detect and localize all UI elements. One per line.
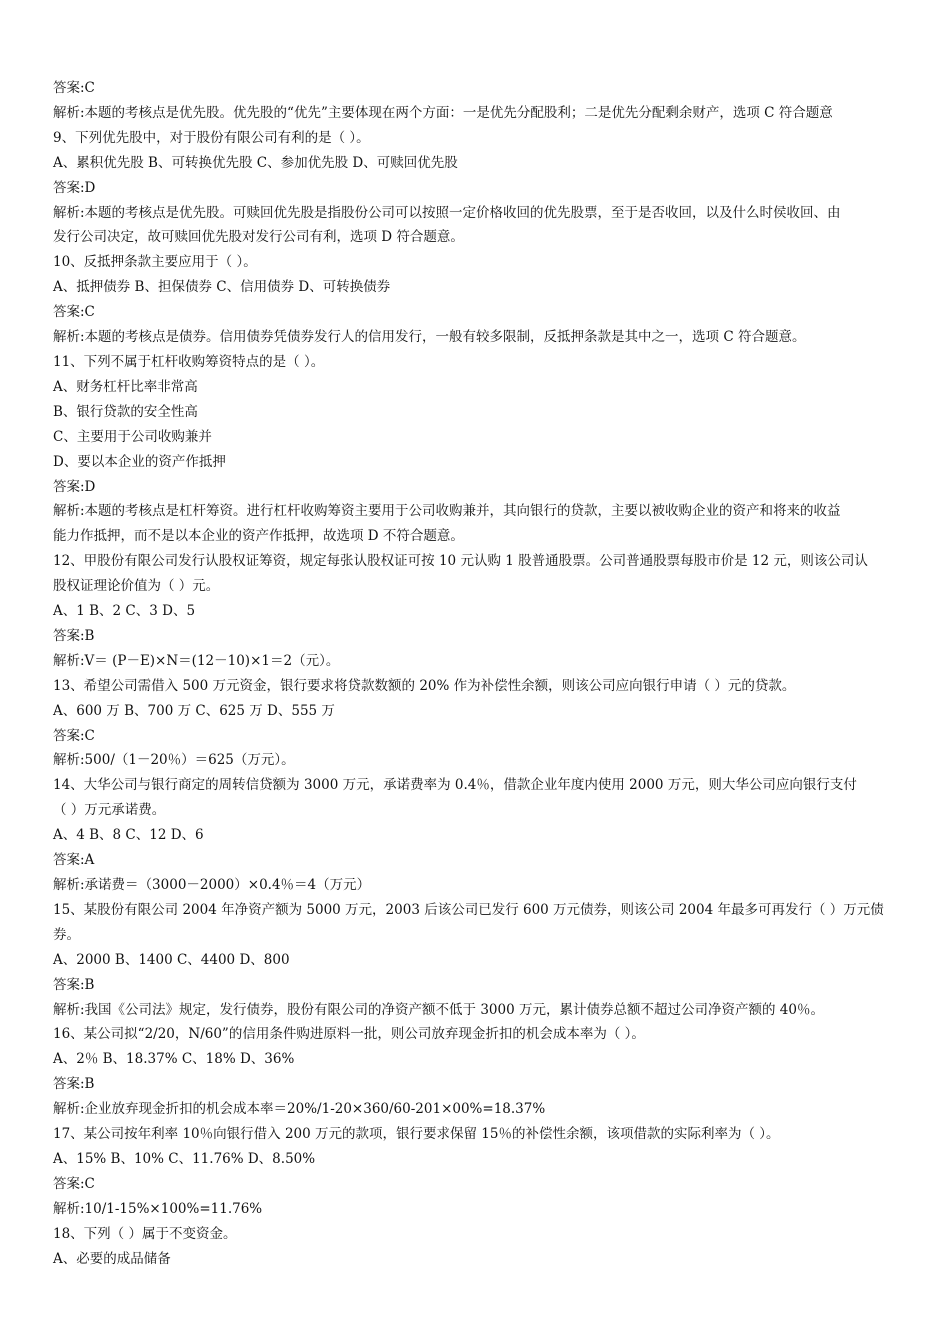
answer-line: 答案:C: [53, 304, 95, 321]
question-18: 18、下列（ ）属于不变资金。: [53, 1225, 237, 1242]
document-body: [53, 76, 901, 1272]
explanation-line: 解析:我国《公司法》规定，发行债券，股份有限公司的净资产额不低于 3000 万元，累计债券总额不超过公司净资产额的 40％。: [53, 1001, 824, 1018]
question-15-cont: 券。: [53, 926, 80, 943]
question-9: 9、下列优先股中，对于股份有限公司有利的是（ ）。: [53, 129, 370, 146]
answer-line: 答案:C: [53, 1175, 95, 1192]
explanation-line: 解析:企业放弃现金折扣的机会成本率＝20%/1-20×360/60-201×00%=18.37%: [53, 1101, 546, 1118]
question-17: 17、某公司按年利率 10％向银行借入 200 万元的款项，银行要求保留 15％的补偿性余额，该项借款的实际利率为（ ）。: [53, 1126, 780, 1143]
explanation-line: 解析:承诺费＝（3000－2000）×0.4％＝4（万元）: [53, 877, 371, 893]
question-12-cont: 股权证理论价值为（ ）元。: [53, 578, 220, 595]
options-line: A、抵押债券 B、担保债券 C、信用债券 D、可转换债券: [53, 279, 391, 296]
question-16: 16、某公司拟“2/20，N/60”的信用条件购进原料一批，则公司放弃现金折扣的机会成本率为（ ）。: [53, 1026, 645, 1043]
option-line: A、必要的成品储备: [53, 1250, 171, 1267]
options-line: A、2％ B、18.37% C、18% D、36%: [53, 1051, 295, 1068]
explanation-line: 解析:500/（1－20％）＝625（万元）。: [53, 752, 295, 769]
explanation-line: 解析:V＝ (P－E)×N＝(12－10)×1＝2（元）。: [53, 652, 340, 669]
answer-line: 答案:D: [53, 179, 96, 196]
answer-line: 答案:C: [53, 727, 95, 744]
options-line: A、2000 B、1400 C、4400 D、800: [53, 951, 290, 968]
options-line: A、600 万 B、700 万 C、625 万 D、555 万: [53, 702, 335, 719]
answer-line: 答案:B: [53, 627, 95, 644]
answer-line: 答案:A: [53, 852, 95, 869]
question-11: 11、下列不属于杠杆收购筹资特点的是（ ）。: [53, 353, 325, 370]
options-line: A、15% B、10% C、11.76% D、8.50%: [53, 1150, 316, 1167]
explanation-line: 解析:本题的考核点是杠杆筹资。进行杠杆收购筹资主要用于公司收购兼并，其向银行的贷款，主要以被收购企业的资产和将来的收益: [53, 503, 841, 520]
question-12: 12、甲股份有限公司发行认股权证筹资，规定每张认股权证可按 10 元认购 1 股普通股票。公司普通股票每股市价是 12 元，则该公司认: [53, 553, 868, 570]
explanation-line: 能力作抵押，而不是以本企业的资产作抵押，故选项 D 不符合题意。: [53, 528, 464, 545]
explanation-line: 发行公司决定，故可赎回优先股对发行公司有利，选项 D 符合题意。: [53, 229, 464, 246]
question-15: 15、某股份有限公司 2004 年净资产额为 5000 万元，2003 后该公司已发行 600 万元债券，则该公司 2004 年最多可再发行（ ）万元债: [53, 901, 884, 918]
options-line: A、4 B、8 C、12 D、6: [53, 827, 204, 844]
option-line: C、主要用于公司收购兼并: [53, 428, 212, 445]
question-13: 13、希望公司需借入 500 万元资金，银行要求将贷款数额的 20% 作为补偿性余额，则该公司应向银行申请（ ）元的贷款。: [53, 677, 796, 694]
option-line: A、财务杠杆比率非常高: [53, 378, 198, 395]
explanation-line: 解析:本题的考核点是优先股。可赎回优先股是指股份公司可以按照一定价格收回的优先股票，至于是否收回，以及什么时侯收回、由: [53, 204, 841, 221]
options-line: A、累积优先股 B、可转换优先股 C、参加优先股 D、可赎回优先股: [53, 154, 458, 171]
question-14-cont: （ ）万元承诺费。: [53, 802, 166, 819]
answer-line: 答案:B: [53, 976, 95, 993]
answer-line: 答案:B: [53, 1076, 95, 1093]
answer-line: 答案:D: [53, 478, 96, 495]
option-line: B、银行贷款的安全性高: [53, 403, 198, 420]
explanation-line: 解析:10/1-15%×100%=11.76%: [53, 1200, 263, 1217]
question-10: 10、反抵押条款主要应用于（ ）。: [53, 254, 257, 271]
options-line: A、1 B、2 C、3 D、5: [53, 603, 196, 620]
explanation-line: 解析:本题的考核点是优先股。优先股的“优先”主要体现在两个方面：一是优先分配股利；二是优先分配剩余财产，选项 C 符合题意: [53, 104, 833, 121]
option-line: D、要以本企业的资产作抵押: [53, 453, 226, 470]
explanation-line: 解析:本题的考核点是债券。信用债券凭债券发行人的信用发行，一般有较多限制，反抵押条款是其中之一，选项 C 符合题意。: [53, 329, 806, 346]
answer-line: 答案:C: [53, 80, 95, 96]
question-14: 14、大华公司与银行商定的周转信贷额为 3000 万元，承诺费率为 0.4％，借款企业年度内使用 2000 万元，则大华公司应向银行支付: [53, 777, 857, 794]
